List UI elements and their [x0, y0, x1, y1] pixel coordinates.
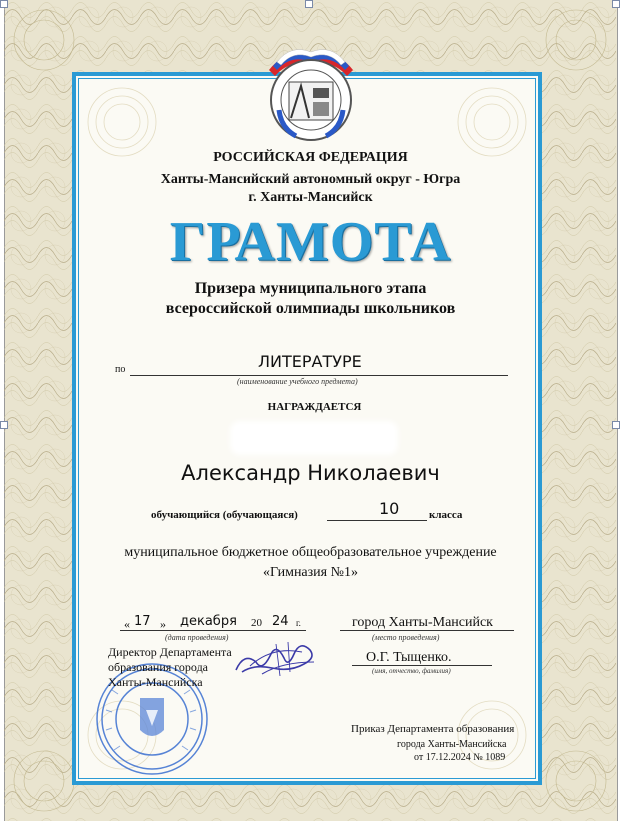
place-caption: (место проведения) [372, 633, 440, 642]
awarded-label: НАГРАЖДАЕТСЯ [267, 401, 362, 413]
school-line-2: «Гимназия №1» [263, 565, 358, 580]
date-month: декабря [180, 614, 237, 629]
order-line-3: от 17.12.2024 № 1089 [414, 752, 506, 763]
order-line-1: Приказ Департамента образования [351, 723, 515, 735]
signatory-title-3: Ханты-Мансийска [108, 675, 203, 689]
place-value: город Ханты-Мансийск [352, 615, 493, 630]
signatory-name: О.Г. Тыщенко. [366, 650, 452, 665]
date-year-prefix: 20 [251, 617, 262, 629]
subtitle-line-1: Призера муниципального этапа [194, 280, 427, 297]
subject-value: ЛИТЕРАТУРЕ [258, 352, 362, 371]
date-day: 17 [134, 614, 151, 629]
grade-value: 10 [379, 499, 400, 518]
selection-handle[interactable] [0, 0, 8, 8]
date-close-quote: » [160, 617, 166, 631]
place-underline [340, 630, 514, 631]
signatory-underline [352, 665, 492, 666]
signatory-title-1: Директор Департамента [108, 645, 232, 659]
signatory-title-2: образования города [108, 660, 209, 674]
date-year-suffix: г. [296, 618, 301, 628]
selection-handle[interactable] [305, 0, 313, 8]
signature [232, 632, 322, 680]
grade-label-before: обучающийся (обучающаяся) [151, 509, 298, 521]
date-underline [120, 630, 306, 631]
country-name: РОССИЙСКАЯ ФЕДЕРАЦИЯ [213, 150, 408, 165]
selection-handle[interactable] [612, 0, 620, 8]
subject-caption: (наименование учебного предмета) [237, 377, 358, 386]
city-name: г. Ханты-Мансийск [248, 190, 373, 205]
selection-handle[interactable] [612, 421, 620, 429]
order-line-2: города Ханты-Мансийска [397, 739, 507, 750]
subject-underline [130, 375, 508, 376]
redacted-surname [234, 425, 394, 451]
grade-underline [327, 520, 427, 521]
selection-handle[interactable] [0, 421, 8, 429]
subject-prefix: по [115, 364, 126, 375]
signatory-caption: (имя, отчество, фамилия) [372, 667, 451, 675]
logo-arc-text [278, 138, 301, 139]
region-name: Ханты-Мансийский автономный округ - Югра [160, 172, 461, 187]
school-line-1: муниципальное бюджетное общеобразовательное учреждение [124, 545, 497, 560]
certificate-title: ГРАМОТА [169, 211, 452, 273]
date-open-quote: « [124, 617, 130, 631]
subtitle-line-2: всероссийской олимпиады школьников [165, 300, 456, 317]
grade-label-after: класса [429, 509, 463, 521]
olympiad-logo [251, 40, 371, 145]
date-caption: (дата проведения) [165, 633, 229, 642]
date-year: 24 [272, 614, 289, 629]
recipient-name: Александр Николаевич [181, 461, 440, 485]
